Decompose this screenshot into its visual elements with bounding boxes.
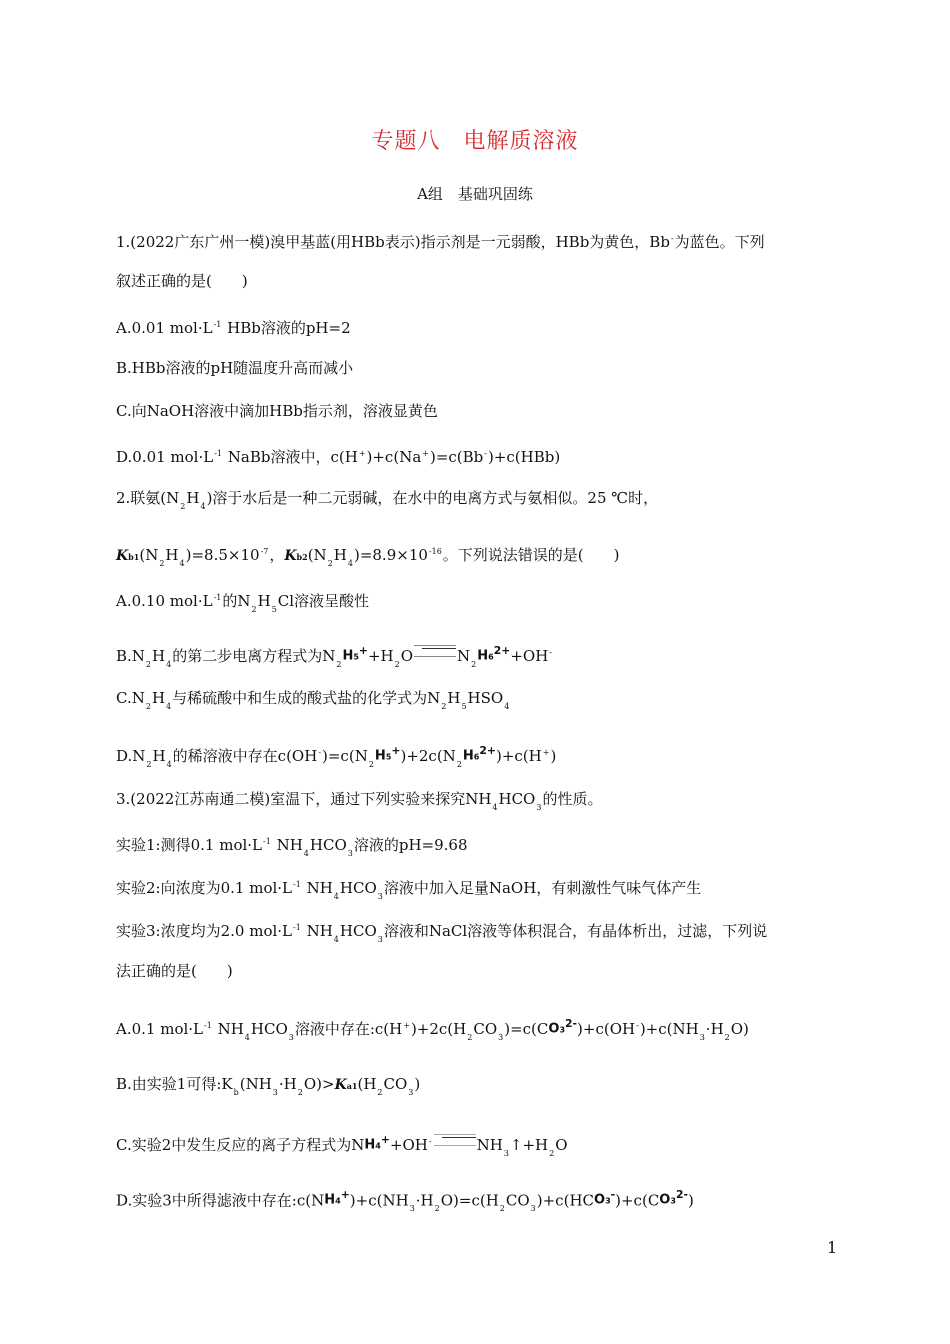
reaction-arrow-icon bbox=[434, 1134, 476, 1146]
h5-plus-figure: H5+ bbox=[374, 743, 401, 763]
q3-experiment-3-line1: 实验3:浓度均为2.0 $mol\cdot L^{-1}$ $NH_4HCO_3$溶液和NaCl溶液等体积混合，有晶体析出，过滤，下列说 bbox=[116, 922, 768, 944]
q2-option-b: $B.N_2H_4$的第二步电离方程式为$N_2H5^++H_2O$ $N_2H6^{2+}+OH^-$ bbox=[116, 643, 552, 669]
h4-plus-figure: H4+ bbox=[324, 1188, 350, 1208]
o3-minus-figure: O3- bbox=[594, 1188, 616, 1208]
h6-2plus-figure: $H6^{2+}$ bbox=[477, 643, 511, 663]
h4-plus-figure: H4+ bbox=[364, 1132, 390, 1152]
q1-option-c: C.向NaOH溶液中滴加HBb指示剂，溶液显黄色 bbox=[116, 402, 438, 420]
q1-option-b: B.HBb溶液的pH随温度升高而减小 bbox=[116, 359, 354, 377]
q1-stem-line1: 1.(2022广东广州一模)溴甲基蓝(用HBb表示)指示剂是一元弱酸，HBb为黄色，Bb-为蓝色。下列 bbox=[116, 233, 765, 251]
q1-option-d: D.0.01 $mol\cdot L^{-1}$ NaBb溶液中，c(H+)+c(Na+)=c(Bb-)+c(HBb) bbox=[116, 448, 561, 466]
q3-option-c: C.实验2中发生反应的离子方程式为NH4++OH- $NH_3↑+H_2O$ bbox=[116, 1132, 568, 1158]
h6-2plus-figure: $H6^{2+}$ bbox=[462, 743, 496, 763]
kb2-symbol: Kb2 bbox=[284, 548, 308, 564]
q3-option-d: D.实验3中所得滤液中存在$:c(NH4^+)+c(NH_3\cdot H_2O)=c(H_2CO_3)+c(HCO3^-)+c(CO3^{2-})$ bbox=[116, 1188, 694, 1214]
q3-experiment-2: 实验2:向浓度为0.1 $mol\cdot L^{-1}$ $NH_4HCO_3$溶液中加入足量NaOH，有刺激性气味气体产生 bbox=[116, 879, 702, 901]
q3-option-a: A.0.1 $mol\cdot L^{-1}$ $NH_4HCO_3$溶液中存在$:c(H^+)+2c(H_2CO_3)=c(CO3^{2-})+c(OH^-)+c(NH_3\cdot H_2O)$ bbox=[116, 1016, 749, 1042]
q1-option-a: A.0.01 $mol\cdot L^{-1}$ HBb溶液的pH=2 bbox=[116, 319, 351, 337]
q2-option-a: A.0.10 $mol\cdot L^{-1}$的$N_2H_5Cl$溶液呈酸性 bbox=[116, 592, 370, 614]
q3-experiment-1: 实验1:测得0.1 $mol\cdot L^{-1}$ $NH_4HCO_3$溶液的pH=9.68 bbox=[116, 836, 468, 858]
kb1-symbol: Kb1 bbox=[116, 548, 140, 564]
ka1-symbol: Ka1 bbox=[334, 1077, 358, 1093]
equilibrium-arrow-icon bbox=[414, 645, 456, 657]
q2-stem-line2: $Kb1(N_2H_4)=8.5\times 10^{-7}$，$Kb2(N_2H_4)=8.9\times 10^{-16}$。下列说法错误的是( ) bbox=[116, 546, 620, 568]
q2-stem-line1: 2.联氨$(N_2H_4)$溶于水后是一种二元弱碱，在水中的电离方式与氨相似。25 ℃时， bbox=[116, 489, 659, 511]
page-title: 专题八 电解质溶液 bbox=[371, 129, 579, 154]
page-number: 1 bbox=[827, 1238, 838, 1257]
section-heading: A组 基础巩固练 bbox=[417, 185, 533, 203]
h5-plus-figure: H5+ bbox=[342, 643, 368, 663]
q3-experiment-3-line2: 法正确的是( ) bbox=[116, 962, 233, 980]
q3-option-b: B.由实验1可得$:K_b(NH_3\cdot H_2O)>Ka1(H_2CO_3)$ bbox=[116, 1075, 421, 1097]
q2-option-d: $D.N_2H_4$的稀溶液中存在$c(OH^-)=c(N_2H5^+)+2c(N_2H6^{2+})+c(H^+)$ bbox=[116, 743, 557, 769]
o3-2minus-figure: $O3^{2-}$ bbox=[548, 1016, 578, 1036]
q3-stem: 3.(2022江苏南通二模)室温下，通过下列实验来探究$NH_4HCO_3$的性质。 bbox=[116, 790, 603, 812]
q1-stem-line2: 叙述正确的是( ) bbox=[116, 272, 248, 290]
o3-2minus-figure: $O3^{2-}$ bbox=[659, 1188, 688, 1208]
q2-option-c: $C.N_2H_4$与稀硫酸中和生成的酸式盐的化学式为$N_2H_5HSO_4$ bbox=[116, 689, 510, 711]
